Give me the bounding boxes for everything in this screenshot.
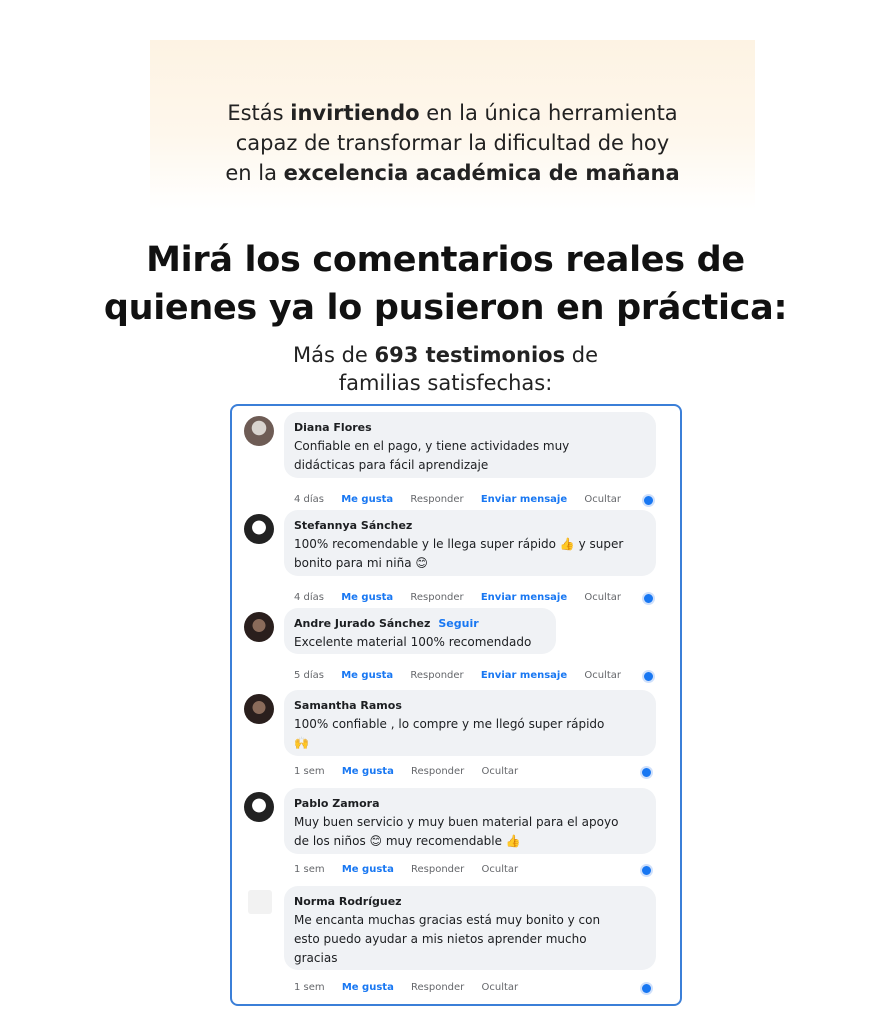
reply-link[interactable]: Responder: [410, 670, 464, 681]
reaction-icon[interactable]: [642, 670, 655, 683]
comment-text: Muy buen servicio y muy buen material para el apoyo de los niños 😊 muy recomendable 👍: [294, 815, 619, 848]
send-message-link[interactable]: Enviar mensaje: [480, 592, 568, 603]
comment-actions: [294, 982, 532, 993]
like-link[interactable]: Me gusta: [341, 766, 394, 777]
reaction-icon[interactable]: [642, 494, 655, 507]
reaction-icon[interactable]: [640, 766, 653, 779]
like-link[interactable]: Me gusta: [341, 592, 394, 603]
hide-link[interactable]: Ocultar: [584, 592, 621, 603]
like-link[interactable]: Me gusta: [341, 982, 394, 993]
comment-author[interactable]: Diana Flores: [294, 421, 372, 434]
comment-text: 100% recomendable y le llega super rápido 👍 y super bonito para mi niña 😊: [294, 537, 624, 570]
comment-time: 1 sem: [294, 982, 325, 993]
comment-author[interactable]: Stefannya Sánchez: [294, 519, 413, 532]
comment-actions: [294, 766, 532, 777]
comment-author-name[interactable]: Andre Jurado Sánchez: [294, 617, 431, 630]
comment-time: 1 sem: [294, 766, 325, 777]
like-link[interactable]: Me gusta: [341, 670, 394, 681]
like-link[interactable]: Me gusta: [341, 494, 394, 505]
hide-link[interactable]: Ocultar: [481, 982, 519, 993]
page-title: Mirá los comentarios reales de quienes ya lo pusieron en práctica:: [103, 240, 788, 328]
comment-time: 4 días: [294, 592, 325, 603]
comment-author[interactable]: Pablo Zamora: [294, 797, 380, 810]
send-message-link[interactable]: Enviar mensaje: [480, 494, 568, 505]
comment-author: [294, 617, 544, 631]
comment-text: 100% confiable , lo compre y me llegó super rápido 🙌: [294, 717, 605, 750]
reply-link[interactable]: Responder: [410, 592, 464, 603]
avatar[interactable]: [244, 694, 274, 724]
reply-link[interactable]: Responder: [411, 766, 465, 777]
comment-time: 5 días: [294, 670, 325, 681]
reaction-icon[interactable]: [642, 592, 655, 605]
comment-actions: [294, 670, 635, 681]
comment-bubble: [284, 886, 656, 970]
avatar[interactable]: [244, 514, 274, 544]
comment-bubble: [284, 510, 656, 576]
avatar[interactable]: [244, 612, 274, 642]
avatar[interactable]: [244, 416, 274, 446]
comment-author[interactable]: Samantha Ramos: [294, 699, 402, 712]
send-message-link[interactable]: Enviar mensaje: [480, 670, 568, 681]
reply-link[interactable]: Responder: [410, 494, 464, 505]
comment-author[interactable]: Norma Rodríguez: [294, 895, 402, 908]
reply-link[interactable]: Responder: [411, 982, 465, 993]
comment-text: Confiable en el pago, y tiene actividades muy didácticas para fácil aprendizaje: [294, 439, 570, 472]
comment-text: Excelente material 100% recomendado: [294, 635, 532, 649]
avatar[interactable]: [248, 890, 272, 914]
reaction-icon[interactable]: [640, 864, 653, 877]
comment-bubble: [284, 412, 656, 478]
comment-bubble: [284, 788, 656, 854]
hide-link[interactable]: Ocultar: [584, 494, 621, 505]
comment-time: 1 sem: [294, 864, 325, 875]
follow-link[interactable]: Seguir: [438, 617, 479, 630]
reply-link[interactable]: Responder: [411, 864, 465, 875]
comment-bubble: [284, 608, 556, 654]
comment-bubble: [284, 690, 656, 756]
hide-link[interactable]: Ocultar: [481, 766, 519, 777]
comment-actions: [294, 864, 532, 875]
comment-actions: [294, 494, 635, 505]
comment-actions: [294, 592, 635, 603]
testimonials-count: Más de 693 testimonios de familias satisfechas:: [292, 343, 599, 395]
comment-text: Me encanta muchas gracias está muy bonito y con esto puedo ayudar a mis nietos aprender mucho gracias: [294, 913, 601, 965]
reaction-icon[interactable]: [640, 982, 653, 995]
comments-panel: [230, 404, 682, 1006]
like-link[interactable]: Me gusta: [341, 864, 394, 875]
comment-time: 4 días: [294, 494, 325, 505]
hide-link[interactable]: Ocultar: [584, 670, 621, 681]
avatar[interactable]: [244, 792, 274, 822]
promo-text: Estás invirtiendo en la única herramienta capaz de transformar la dificultad de hoy en la excelencia académica de mañana: [225, 101, 680, 185]
hide-link[interactable]: Ocultar: [481, 864, 519, 875]
